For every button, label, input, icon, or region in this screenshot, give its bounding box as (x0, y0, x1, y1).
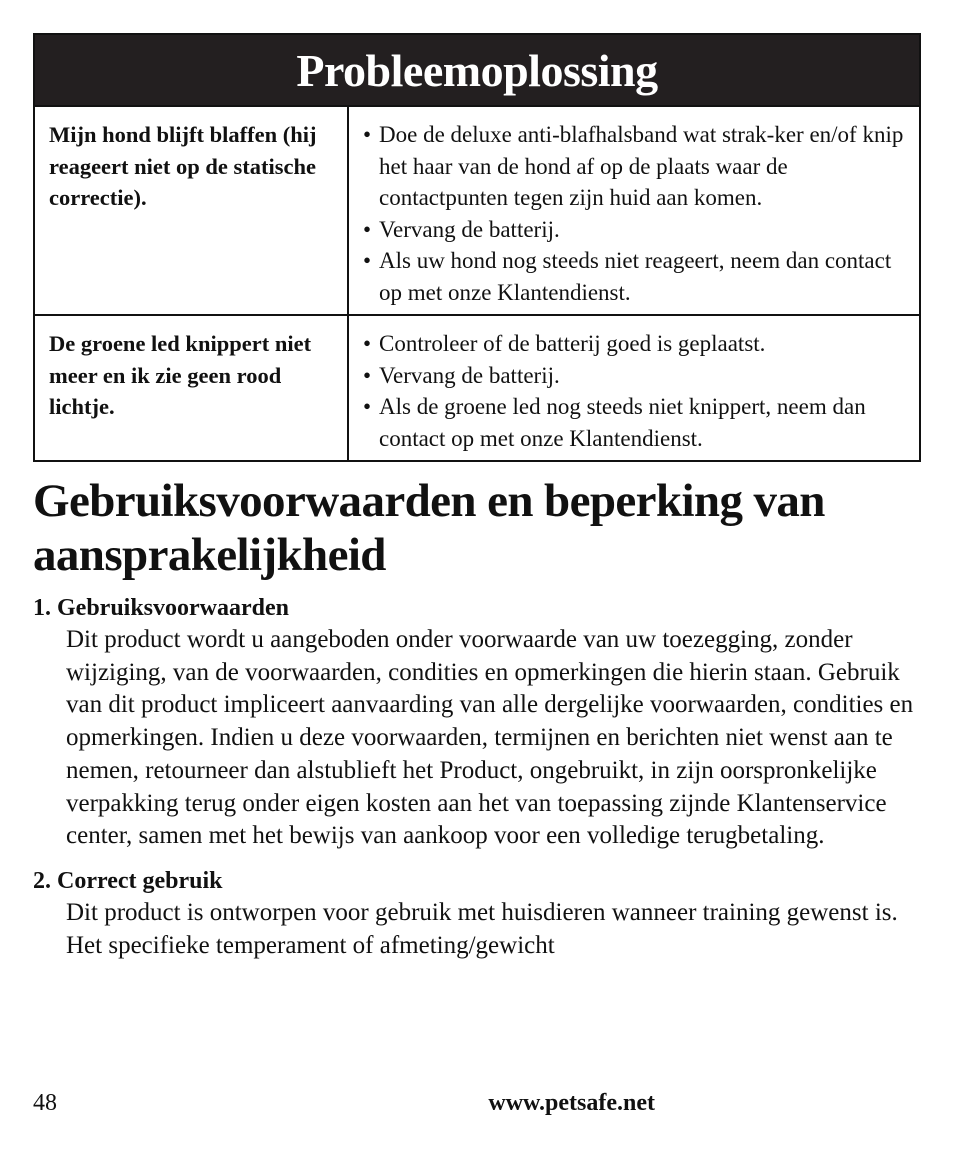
section-body: Dit product is ontworpen voor gebruik met huisdieren wanneer training gewenst is. Het specifieke temperament of afmeting/gewicht (66, 898, 898, 959)
section-heading: 2. Correct gebruik (33, 867, 223, 894)
troubleshooting-table (33, 33, 921, 462)
bullet-icon: • (363, 331, 372, 356)
solutions-cell (349, 107, 919, 314)
troubleshooting-row (35, 105, 919, 314)
solution-item: • Als uw hond nog steeds niet reageert, neem dan contact op met onze Klantendienst. (363, 245, 909, 308)
manual-page (33, 33, 921, 962)
solution-item: • Controleer of de batterij goed is geplaatst. (363, 328, 909, 360)
terms-section (33, 865, 921, 962)
problem-cell (35, 107, 349, 314)
terms-title: Gebruiksvoorwaarden en beperking van aansprakelijkheid (33, 475, 825, 581)
troubleshooting-title: Probleemoplossing (35, 35, 919, 105)
problem-text: Mijn hond blijft blaffen (hij reageert niet op de statische correctie). (49, 122, 317, 210)
page-footer (33, 1090, 921, 1124)
bullet-icon: • (363, 122, 372, 147)
section-heading: 1. Gebruiksvoorwaarden (33, 595, 290, 621)
bullet-icon: • (363, 394, 372, 419)
section-body: Dit product wordt u aangeboden onder voorwaarde van uw toezegging, zonder wijziging, van de voorwaarden, condities en opmerkingen die hierin staan. Gebruik van dit product impliceert aanvaarding van alle dergelijke voorwaarden, condities en opmerkingen. Indien u deze voorwaarden, termijnen en berichten niet wenst aan te nemen, retourneer dan alstublieft het Product, ongebruikt, in zijn oorspronkelijke verpakking terug onder eigen kosten aan het van toepassing zijnde Klantenservice center, samen met het bewijs van aankoop voor een volledige terugbetaling. (66, 626, 914, 850)
bullet-icon: • (363, 248, 372, 273)
solution-item: • Als de groene led nog steeds niet knippert, neem dan contact op met onze Klantendienst. (363, 391, 909, 454)
footer-url[interactable]: www.petsafe.net (488, 1090, 655, 1116)
troubleshooting-row (35, 314, 919, 460)
solution-item: • Doe de deluxe anti-blafhalsband wat strak-ker en/of knip het haar van de hond af op de plaats waar de contactpunten tegen zijn huid aan komen. (363, 119, 909, 214)
page-number: 48 (33, 1090, 57, 1116)
solutions-list (363, 328, 909, 454)
solution-item: • Vervang de batterij. (363, 214, 909, 246)
bullet-icon: • (363, 362, 372, 388)
solutions-list (363, 119, 909, 308)
solution-item: • Vervang de batterij. (363, 360, 909, 392)
terms-section (33, 592, 921, 853)
bullet-icon: • (363, 216, 372, 242)
solutions-cell (349, 316, 919, 460)
problem-cell (35, 316, 349, 460)
problem-text: De groene led knippert niet meer en ik zie geen rood lichtje. (49, 331, 312, 419)
